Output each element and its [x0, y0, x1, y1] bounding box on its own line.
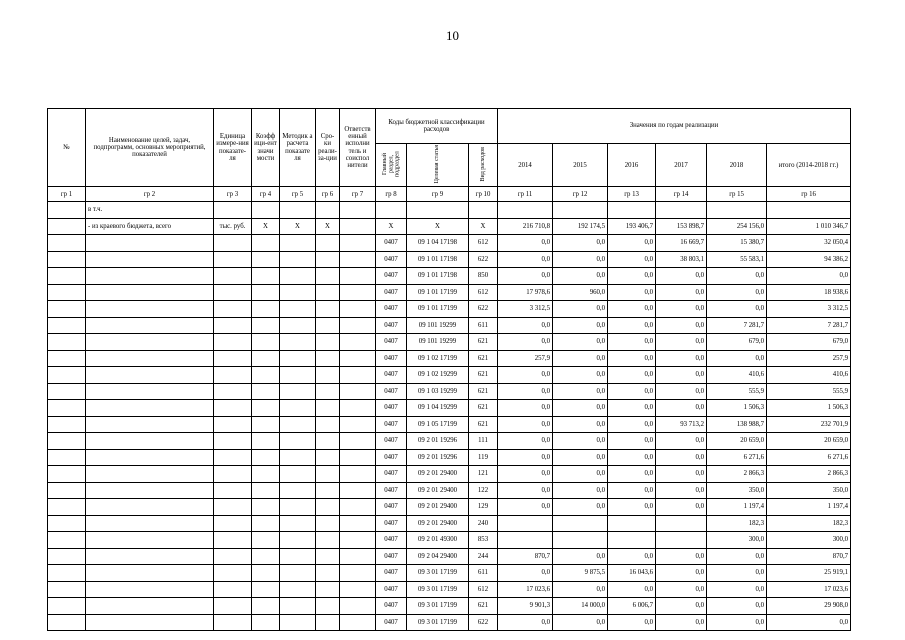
group-numbers-row: [48, 187, 851, 202]
row-2014: 0,0: [498, 235, 553, 252]
table-row: [48, 284, 851, 301]
row-2018: 410,6: [707, 367, 767, 384]
table-row: [48, 317, 851, 334]
row-razdel: 0407: [376, 449, 407, 466]
group-label: гр 5: [280, 187, 316, 202]
row-statya: 09 2 01 29400: [407, 499, 469, 516]
row-vid: 111: [469, 433, 498, 450]
row-2014: 0,0: [498, 449, 553, 466]
row-statya: Х: [407, 218, 469, 235]
row-statya: 09 2 01 29400: [407, 482, 469, 499]
row-vid: 621: [469, 334, 498, 351]
row-2015: 0,0: [553, 350, 608, 367]
table-row: [48, 235, 851, 252]
row-term: Х: [316, 218, 340, 235]
row-2017: 0,0: [656, 565, 707, 582]
row-2014: 0,0: [498, 565, 553, 582]
header-method: Методик а расчета показате ля: [280, 109, 316, 187]
row-statya: 09 1 04 17198: [407, 235, 469, 252]
header-kbk: Коды бюджетной классификации расходов: [376, 109, 498, 144]
row-2015: 0,0: [553, 466, 608, 483]
table-row: [48, 532, 851, 549]
row-2015: [553, 532, 608, 549]
row-vid: 621: [469, 598, 498, 615]
row-statya: 09 1 02 17199: [407, 350, 469, 367]
row-total: 7 281,7: [767, 317, 851, 334]
row-2018: 0,0: [707, 565, 767, 582]
row-2015: 0,0: [553, 548, 608, 565]
row-vid: 622: [469, 251, 498, 268]
row-2015: 0,0: [553, 433, 608, 450]
row-statya: 09 2 01 29400: [407, 515, 469, 532]
group-label: гр 13: [608, 187, 656, 202]
table-row: [48, 449, 851, 466]
header-razdel: Главный раздел, подраздел: [376, 144, 407, 187]
row-2016: 0,0: [608, 334, 656, 351]
row-vid: 621: [469, 400, 498, 417]
row-razdel: 0407: [376, 614, 407, 631]
row-2014: 0,0: [498, 383, 553, 400]
row-2014: 17 023,6: [498, 581, 553, 598]
group-label: гр 4: [252, 187, 280, 202]
row-statya: 09 101 19299: [407, 334, 469, 351]
row-2018: 20 659,0: [707, 433, 767, 450]
table-row: [48, 416, 851, 433]
row-total: 182,3: [767, 515, 851, 532]
row-2016: 0,0: [608, 367, 656, 384]
row-2018: 0,0: [707, 548, 767, 565]
row-statya: 09 1 01 17198: [407, 251, 469, 268]
row-2015: 0,0: [553, 367, 608, 384]
row-2018: 138 988,7: [707, 416, 767, 433]
row-statya: 09 3 01 17199: [407, 614, 469, 631]
row-razdel: 0407: [376, 268, 407, 285]
row-total: 257,9: [767, 350, 851, 367]
row-vid: 121: [469, 466, 498, 483]
row-2016: 0,0: [608, 416, 656, 433]
row-total: 0,0: [767, 268, 851, 285]
group-label: гр 8: [376, 187, 407, 202]
row-statya: 09 1 01 17199: [407, 284, 469, 301]
label-row-text: в т.ч.: [86, 202, 214, 219]
row-2017: 0,0: [656, 350, 707, 367]
row-2017: 16 669,7: [656, 235, 707, 252]
row-2018: 300,0: [707, 532, 767, 549]
row-2016: 0,0: [608, 284, 656, 301]
row-2017: 0,0: [656, 317, 707, 334]
table-row: [48, 433, 851, 450]
row-2015: 0,0: [553, 317, 608, 334]
row-2018: 0,0: [707, 614, 767, 631]
row-2016: 0,0: [608, 548, 656, 565]
row-razdel: 0407: [376, 367, 407, 384]
table-row: [48, 565, 851, 582]
table-row: [48, 367, 851, 384]
header-values: Значения по годам реализации: [498, 109, 851, 144]
row-2016: 0,0: [608, 581, 656, 598]
row-2016: 0,0: [608, 383, 656, 400]
row-2016: 0,0: [608, 482, 656, 499]
row-2015: 960,0: [553, 284, 608, 301]
row-2017: 0,0: [656, 268, 707, 285]
table-row: [48, 251, 851, 268]
row-2014: 216 710,8: [498, 218, 553, 235]
header-year-2016: 2016: [608, 144, 656, 187]
row-total: 679,0: [767, 334, 851, 351]
row-total: 555,9: [767, 383, 851, 400]
row-2014: [498, 532, 553, 549]
table-row: [48, 383, 851, 400]
group-label: гр 12: [553, 187, 608, 202]
row-2014: 257,9: [498, 350, 553, 367]
row-razdel: 0407: [376, 581, 407, 598]
group-label: гр 14: [656, 187, 707, 202]
row-total: 94 386,2: [767, 251, 851, 268]
row-razdel: 0407: [376, 301, 407, 318]
row-statya: 09 101 19299: [407, 317, 469, 334]
row-razdel: 0407: [376, 400, 407, 417]
table-row: [48, 581, 851, 598]
row-2018: 1 506,3: [707, 400, 767, 417]
header-responsible: Ответств енный исполни тель и соиспол нители: [340, 109, 376, 187]
row-2017: 93 713,2: [656, 416, 707, 433]
row-statya: 09 2 01 19296: [407, 433, 469, 450]
row-razdel: 0407: [376, 565, 407, 582]
row-statya: 09 1 02 19299: [407, 367, 469, 384]
row-2017: 153 898,7: [656, 218, 707, 235]
budget-table: [47, 108, 851, 631]
row-total: 0,0: [767, 614, 851, 631]
header-unit: Единица измере-ния показате-ля: [214, 109, 252, 187]
row-statya: 09 3 01 17199: [407, 565, 469, 582]
row-vid: 621: [469, 350, 498, 367]
table-row: [48, 350, 851, 367]
row-2014: 0,0: [498, 433, 553, 450]
row-2018: 0,0: [707, 581, 767, 598]
row-razdel: 0407: [376, 482, 407, 499]
row-2018: 7 281,7: [707, 317, 767, 334]
row-total: 25 919,1: [767, 565, 851, 582]
row-total: 3 312,5: [767, 301, 851, 318]
row-2018: 0,0: [707, 301, 767, 318]
row-razdel: 0407: [376, 251, 407, 268]
row-vid: 621: [469, 416, 498, 433]
row-2017: 0,0: [656, 367, 707, 384]
row-vid: Х: [469, 218, 498, 235]
row-razdel: 0407: [376, 598, 407, 615]
row-total: 1 197,4: [767, 499, 851, 516]
row-2018: 2 866,3: [707, 466, 767, 483]
row-2015: 0,0: [553, 449, 608, 466]
table-row: [48, 515, 851, 532]
row-razdel: 0407: [376, 317, 407, 334]
row-2014: 0,0: [498, 400, 553, 417]
row-total: 29 908,0: [767, 598, 851, 615]
row-total: 2 866,3: [767, 466, 851, 483]
row-vid: 129: [469, 499, 498, 516]
row-total: 17 023,6: [767, 581, 851, 598]
row-2017: 38 803,1: [656, 251, 707, 268]
row-statya: 09 2 04 29400: [407, 548, 469, 565]
row-2018: 182,3: [707, 515, 767, 532]
row-total: 1 506,3: [767, 400, 851, 417]
row-vid: 611: [469, 317, 498, 334]
row-2015: 192 174,5: [553, 218, 608, 235]
page-number: 10: [446, 28, 459, 43]
row-2014: 9 901,3: [498, 598, 553, 615]
row-total: 350,0: [767, 482, 851, 499]
group-label: гр 11: [498, 187, 553, 202]
row-2014: 0,0: [498, 317, 553, 334]
row-total: 1 010 346,7: [767, 218, 851, 235]
row-2015: 0,0: [553, 301, 608, 318]
row-2018: 0,0: [707, 598, 767, 615]
group-label: гр 1: [48, 187, 86, 202]
header-name: Наименование целей, задач, подпрограмм, основных мероприятий, показателей: [86, 109, 214, 187]
row-2016: 0,0: [608, 449, 656, 466]
regional-budget-row: [48, 218, 851, 235]
row-statya: 09 2 01 19296: [407, 449, 469, 466]
row-2017: 0,0: [656, 400, 707, 417]
row-vid: 244: [469, 548, 498, 565]
header-no: №: [48, 109, 86, 187]
row-total: 32 050,4: [767, 235, 851, 252]
row-2017: 0,0: [656, 466, 707, 483]
row-2014: 870,7: [498, 548, 553, 565]
row-statya: 09 3 01 17199: [407, 598, 469, 615]
row-statya: 09 1 01 17199: [407, 301, 469, 318]
row-2018: 350,0: [707, 482, 767, 499]
row-2017: 0,0: [656, 482, 707, 499]
row-2015: [553, 515, 608, 532]
row-statya: 09 2 01 49300: [407, 532, 469, 549]
row-2017: 0,0: [656, 383, 707, 400]
group-label: гр 7: [340, 187, 376, 202]
row-2016: 0,0: [608, 235, 656, 252]
row-vid: 612: [469, 235, 498, 252]
row-2014: 0,0: [498, 334, 553, 351]
row-2018: 6 271,6: [707, 449, 767, 466]
row-2016: 0,0: [608, 499, 656, 516]
row-razdel: 0407: [376, 334, 407, 351]
row-2017: 0,0: [656, 284, 707, 301]
row-2015: 0,0: [553, 416, 608, 433]
row-2014: 0,0: [498, 466, 553, 483]
row-razdel: 0407: [376, 350, 407, 367]
row-2018: 254 156,0: [707, 218, 767, 235]
row-2017: 0,0: [656, 433, 707, 450]
row-2015: 0,0: [553, 614, 608, 631]
row-2015: 0,0: [553, 251, 608, 268]
group-label: гр 16: [767, 187, 851, 202]
row-2015: 0,0: [553, 383, 608, 400]
row-2017: 0,0: [656, 581, 707, 598]
row-razdel: 0407: [376, 235, 407, 252]
row-razdel: 0407: [376, 532, 407, 549]
row-2016: 0,0: [608, 317, 656, 334]
row-vid: 621: [469, 383, 498, 400]
row-method: Х: [280, 218, 316, 235]
row-2015: 9 875,5: [553, 565, 608, 582]
row-razdel: 0407: [376, 499, 407, 516]
row-vid: 622: [469, 614, 498, 631]
row-2018: 555,9: [707, 383, 767, 400]
row-2015: 0,0: [553, 482, 608, 499]
row-2015: 14 000,0: [553, 598, 608, 615]
row-2016: 0,0: [608, 433, 656, 450]
row-razdel: 0407: [376, 466, 407, 483]
row-statya: 09 3 01 17199: [407, 581, 469, 598]
row-2014: 0,0: [498, 268, 553, 285]
row-2017: 0,0: [656, 334, 707, 351]
row-vid: 853: [469, 532, 498, 549]
row-vid: 119: [469, 449, 498, 466]
row-2015: 0,0: [553, 235, 608, 252]
row-2017: 0,0: [656, 598, 707, 615]
header-statya: Целевая статья: [407, 144, 469, 187]
table-row: [48, 466, 851, 483]
row-2017: 0,0: [656, 499, 707, 516]
row-total: 300,0: [767, 532, 851, 549]
row-total: 20 659,0: [767, 433, 851, 450]
header-year-2017: 2017: [656, 144, 707, 187]
group-label: гр 10: [469, 187, 498, 202]
row-razdel: Х: [376, 218, 407, 235]
row-vid: 611: [469, 565, 498, 582]
table-row: [48, 548, 851, 565]
row-total: 6 271,6: [767, 449, 851, 466]
row-statya: 09 1 01 17198: [407, 268, 469, 285]
row-razdel: 0407: [376, 433, 407, 450]
row-2018: 55 583,1: [707, 251, 767, 268]
row-2017: 0,0: [656, 301, 707, 318]
table-row: [48, 334, 851, 351]
group-label: гр 2: [86, 187, 214, 202]
row-2016: 0,0: [608, 268, 656, 285]
row-2017: [656, 532, 707, 549]
label-row: [48, 202, 851, 219]
row-2014: 0,0: [498, 482, 553, 499]
row-2016: 6 006,7: [608, 598, 656, 615]
row-razdel: 0407: [376, 284, 407, 301]
row-2014: 0,0: [498, 499, 553, 516]
row-statya: 09 1 04 19299: [407, 400, 469, 417]
row-2017: 0,0: [656, 614, 707, 631]
row-2016: 0,0: [608, 251, 656, 268]
row-total: 232 701,9: [767, 416, 851, 433]
row-2014: 0,0: [498, 367, 553, 384]
row-razdel: 0407: [376, 416, 407, 433]
row-2015: 0,0: [553, 499, 608, 516]
row-2016: [608, 515, 656, 532]
group-label: гр 6: [316, 187, 340, 202]
row-unit: тыс. руб.: [214, 218, 252, 235]
row-vid: 612: [469, 581, 498, 598]
table-row: [48, 268, 851, 285]
row-total: 410,6: [767, 367, 851, 384]
row-2014: 17 978,6: [498, 284, 553, 301]
row-vid: 850: [469, 268, 498, 285]
table-row: [48, 301, 851, 318]
header-total: итого (2014-2018 гг.): [767, 144, 851, 187]
header-coef: Коэфф ици-ент значи мости: [252, 109, 280, 187]
row-2016: [608, 532, 656, 549]
header-year-2014: 2014: [498, 144, 553, 187]
row-2014: 3 312,5: [498, 301, 553, 318]
row-2017: [656, 515, 707, 532]
table-row: [48, 499, 851, 516]
group-label: гр 9: [407, 187, 469, 202]
row-statya: 09 2 01 29400: [407, 466, 469, 483]
row-statya: 09 1 03 19299: [407, 383, 469, 400]
row-name: - из краевого бюджета, всего: [86, 218, 214, 235]
row-razdel: 0407: [376, 383, 407, 400]
row-vid: 122: [469, 482, 498, 499]
row-2015: 0,0: [553, 400, 608, 417]
row-total: 18 938,6: [767, 284, 851, 301]
row-2018: 679,0: [707, 334, 767, 351]
header-term: Сро-ки реали-за-ции: [316, 109, 340, 187]
row-2016: 0,0: [608, 301, 656, 318]
row-2016: 0,0: [608, 350, 656, 367]
row-2014: 0,0: [498, 416, 553, 433]
row-2016: 193 406,7: [608, 218, 656, 235]
row-razdel: 0407: [376, 548, 407, 565]
row-vid: 612: [469, 284, 498, 301]
row-2014: 0,0: [498, 251, 553, 268]
row-2018: 15 380,7: [707, 235, 767, 252]
row-statya: 09 1 05 17199: [407, 416, 469, 433]
row-2018: 0,0: [707, 284, 767, 301]
row-2016: 0,0: [608, 614, 656, 631]
row-2016: 0,0: [608, 466, 656, 483]
header-year-2018: 2018: [707, 144, 767, 187]
row-2018: 1 197,4: [707, 499, 767, 516]
row-2017: 0,0: [656, 548, 707, 565]
row-2018: 0,0: [707, 350, 767, 367]
row-2016: 0,0: [608, 400, 656, 417]
group-label: гр 15: [707, 187, 767, 202]
row-coef: Х: [252, 218, 280, 235]
row-2016: 16 043,6: [608, 565, 656, 582]
group-label: гр 3: [214, 187, 252, 202]
table-row: [48, 482, 851, 499]
row-vid: 622: [469, 301, 498, 318]
row-2015: 0,0: [553, 334, 608, 351]
table-row: [48, 400, 851, 417]
row-2015: 0,0: [553, 581, 608, 598]
row-2018: 0,0: [707, 268, 767, 285]
header-year-2015: 2015: [553, 144, 608, 187]
table-row: [48, 614, 851, 631]
row-vid: 240: [469, 515, 498, 532]
row-2014: [498, 515, 553, 532]
row-2017: 0,0: [656, 449, 707, 466]
row-total: 870,7: [767, 548, 851, 565]
row-2015: 0,0: [553, 268, 608, 285]
header-vid: Вид расходов: [469, 144, 498, 187]
table-row: [48, 598, 851, 615]
row-2014: 0,0: [498, 614, 553, 631]
row-razdel: 0407: [376, 515, 407, 532]
row-vid: 621: [469, 367, 498, 384]
